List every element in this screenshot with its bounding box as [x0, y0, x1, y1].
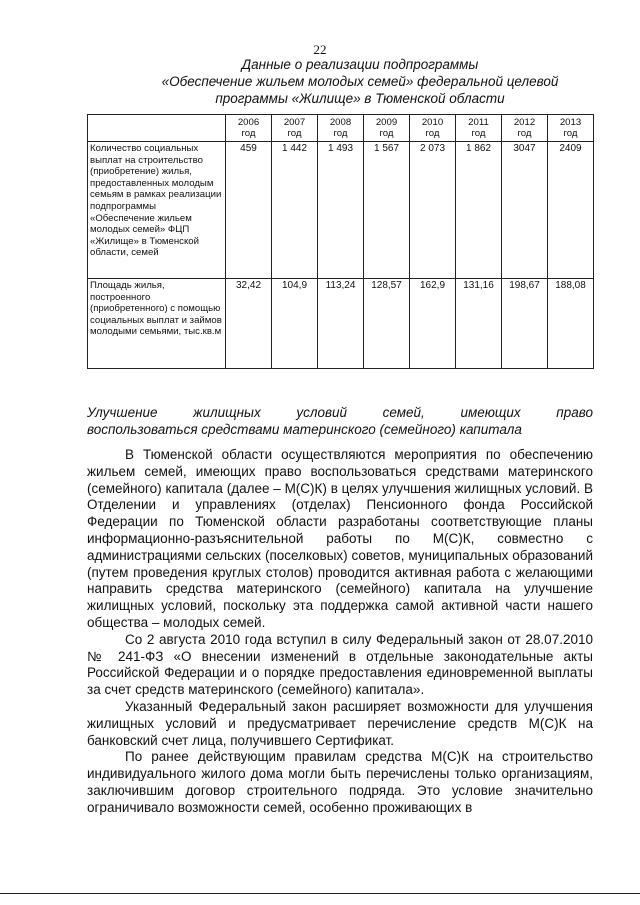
page-title-line: Данные о реализации подпрограммы — [241, 57, 479, 72]
page-number: 22 — [313, 42, 327, 57]
table-header-year: 2009 год — [364, 115, 410, 142]
table-header-year: 2006 год — [226, 115, 272, 142]
table-header-year: 2010 год — [410, 115, 456, 142]
table-cell: 1 493 — [318, 142, 364, 279]
table-row-label: Площадь жилья, построенного (приобретенного) с помощью социальных выплат и займов молодыми семьями, тыс.кв.м — [88, 279, 226, 369]
table-cell: 128,57 — [364, 279, 410, 369]
table-cell: 104,9 — [272, 279, 318, 369]
paragraph: По ранее действующим правилам средства М(С)К на строительство индивидуального жилого дома могли быть перечислены только организациям, заключившим договор строительного подряда. Это условие значительно ограничивало возможности семей, особенно проживающих в — [87, 749, 593, 815]
table-cell: 32,42 — [226, 279, 272, 369]
table-header-year: 2008 год — [318, 115, 364, 142]
table-row-label: Количество социальных выплат на строительство (приобретение) жилья, предоставленных молодым семьям в рамках реализации подпрограммы «Обеспечение жильем молодых семей» ФЦП «Жилище» в Тюменской области, семей — [88, 142, 226, 279]
table-header-year: 2011 год — [456, 115, 502, 142]
table-cell: 131,16 — [456, 279, 502, 369]
section-heading — [87, 404, 593, 438]
table-header-empty — [88, 115, 226, 142]
paragraph: Со 2 августа 2010 года вступил в силу Федеральный закон от 28.07.2010 № 241-ФЗ «О внесении изменений в отдельные законодательные акты Российской Федерации и о порядке предоставления единовременной выплаты за счет средств материнского (семейного) капитала». — [87, 631, 593, 698]
table-header-year: 2013 год — [548, 115, 594, 142]
table-cell: 2409 — [548, 142, 594, 279]
table-cell: 2 073 — [410, 142, 456, 279]
page-title-line: «Обеспечение жильем молодых семей» федеральной целевой — [161, 74, 559, 89]
paragraph: Указанный Федеральный закон расширяет возможности для улучшения жилищных условий и предусматривает перечисление средств М(С)К на банковский счет лица, получившего Сертификат. — [87, 698, 593, 748]
page-title-line: программы «Жилище» в Тюменской области — [215, 91, 505, 106]
table-cell: 1 567 — [364, 142, 410, 279]
table-row — [88, 279, 594, 369]
page-title — [150, 56, 570, 107]
body-text — [87, 447, 593, 817]
table-cell: 3047 — [502, 142, 548, 279]
table-header-year: 2012 год — [502, 115, 548, 142]
table-cell: 1 442 — [272, 142, 318, 279]
page-bottom-rule — [0, 893, 640, 897]
table-header-year: 2007 год — [272, 115, 318, 142]
section-heading-line: воспользоваться средствами материнского (семейного) капитала — [87, 422, 522, 437]
table-cell: 459 — [226, 142, 272, 279]
subprogram-data-table — [87, 114, 594, 369]
section-heading-line: Улучшение жилищных условий семей, имеющих право — [87, 405, 593, 420]
table-cell: 162,9 — [410, 279, 456, 369]
table-header-row — [88, 115, 594, 142]
table-cell: 188,08 — [548, 279, 594, 369]
table-cell: 198,67 — [502, 279, 548, 369]
paragraph: В Тюменской области осуществляются мероприятия по обеспечению жильем семей, имеющих право воспользоваться средствами материнского (семейного) капитала (далее – М(С)К) в целях улучшения жилищных условий. В Отделении и управлениях (отделах) Пенсионного фонда Российской Федерации по Тюменской области разработаны соответствующие планы информационно-разъяснительной работы по М(С)К, совместно с администрациями сельских (поселковых) советов, муниципальных образований (путем проведения круглых столов) проводится активная работа с желающими направить средства материнского (семейного) капитала на улучшение жилищных условий, поскольку эта поддержка самой активной части нашего общества – молодых семей. — [87, 447, 593, 630]
table-row — [88, 142, 594, 279]
table-cell: 113,24 — [318, 279, 364, 369]
table-cell: 1 862 — [456, 142, 502, 279]
